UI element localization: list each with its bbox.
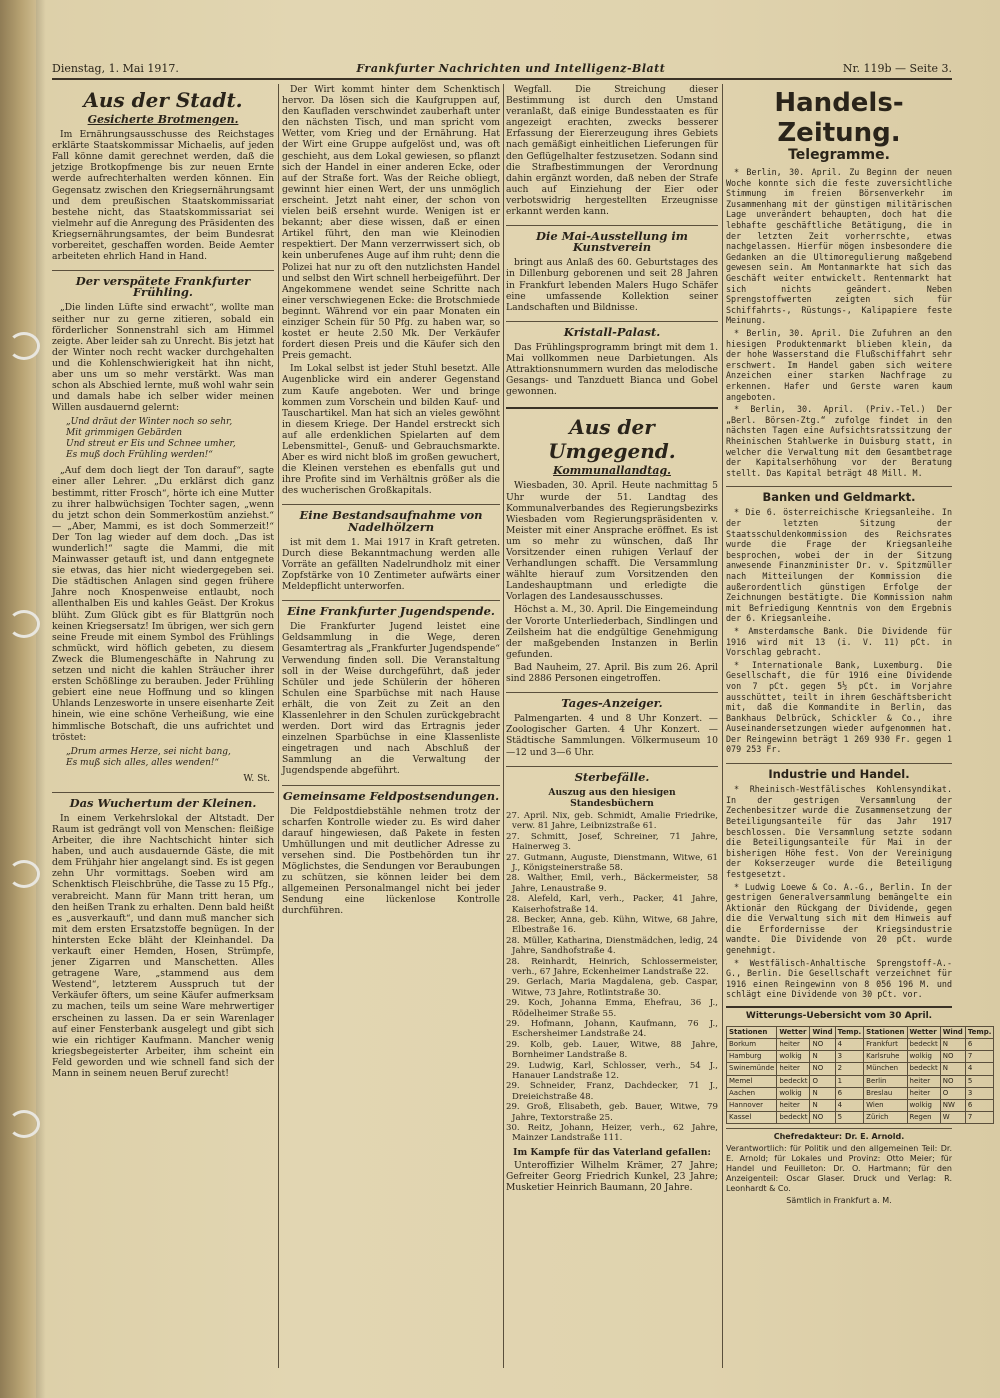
article-paragraph: * Die 6. österreichische Kriegsanleihe. In der letzten Sitzung der Staatsschuldenkommission des Reichsrates wurde die Frage der Kriegsanleihe besprochen, wobei der in der Sitzung anwesende Finanzminister Dr. v. Spitzmüller nach Mitteilungen der Kommission die außerordentlich günstigen Erfolge der Zeichnungen bestätigte. Die Kommission nahm mit Befriedigung Kenntnis von dem Ergebnis der 6. Kriegsanleihe. [726, 507, 952, 624]
weather-cell: Regen [907, 1111, 940, 1123]
weather-cell: Breslau [864, 1087, 907, 1099]
weather-cell: Aachen [727, 1087, 777, 1099]
section-title-business: Handels-Zeitung. [774, 88, 904, 148]
weather-column-header: Wetter [777, 1027, 810, 1039]
weather-row [727, 1099, 994, 1111]
weather-cell: wolkig [907, 1051, 940, 1063]
death-notice: 30. Reitz, Johann, Heizer, verh., 62 Jahre, Mainzer Landstraße 111. [506, 1123, 718, 1144]
article-paragraph: * Westfälisch-Anhaltische Sprengstoff-A.-G., Berlin. Die Gesellschaft verzeichnet für 1916 einen Reingewinn von 8 056 196 M. und schlägt eine Dividende von 30 pCt. vor. [726, 957, 952, 1000]
article-paragraph: Im Lokal selbst ist jeder Stuhl besetzt. Alle Augenblicke wird ein anderer Gegenstand zum Kaufe angeboten. Wer und bringe kommen zum Vorschein und bilden Kauf- und Tauschartikel. Man hat sich an vieles gewöhnt in diesem Kriege. Der Handel erstreckt sich auf alle erdenklichen Spielarten auf dem Lebensmittel-, Genuß- und Gebrauchsmarkte. Aber es wird nicht bloß im großen gewuchert, die Kleinen verstehen es ebenfalls gut und ihre Profite sind im Verhältnis größer als die des wucherischen Großkapitals. [282, 363, 500, 497]
binding-string [8, 860, 40, 888]
weather-column-header: Temp. [835, 1027, 864, 1039]
death-notice: 29. Groß, Elisabeth, geb. Bauer, Witwe, 79 Jahre, Textorstraße 25. [506, 1102, 718, 1123]
article-paragraph: * Berlin, 30. April. Zu Beginn der neuen Woche konnte sich die feste zuversichtliche Stimmung im freien Börsenverkehr im Zusammenhang mit der günstigen militärischen Lage unverändert behaupten, doch hat die lebhafte geschäftliche Betätigung, die in der letzten Zeit vorherrschte, etwas nachgelassen. Hierfür mögen insbesondere die Gedanken an die Ultimoregulierung maßgebend gewesen sein. Am Montanmarkte hat sich das Geschäft weiter entwickelt. Rentenmarkt hat sich nichts geändert. Neben Sprengstoffwerten zeigten sich für Schiffahrts-, Rüstungs-, Kalipapiere feste Meinung. [726, 167, 952, 326]
telegrams-heading: Telegramme. [788, 147, 890, 163]
weather-row [727, 1039, 994, 1051]
weather-table-title: Witterungs-Uebersicht vom 30 April. [726, 1006, 952, 1022]
article-headline: Gesicherte Brotmengen. [87, 113, 239, 126]
article-paragraph: * Ludwig Loewe & Co. A.-G., Berlin. In der gestrigen Generalversammlung bemängelte ein Aktionär den Rückgang der Dividende, gegen die die Verwaltung sich mit dem Hinweis auf die Erfordernisse der Kriegsindustrie wandte. Die Dividende von 20 pCt. wurde genehmigt. [726, 881, 952, 956]
imprint [726, 1128, 952, 1206]
article-paragraph: Palmengarten. 4 und 8 Uhr Konzert. — Zoologischer Garten. 4 Uhr Konzert. — Städtische Sammlungen. Völkermuseum 10—12 und 3—6 Uhr. [506, 713, 718, 758]
death-notice: 29. Ludwig, Karl, Schlosser, verh., 54 J., Hanauer Landstraße 12. [506, 1060, 718, 1082]
weather-row [727, 1063, 994, 1075]
weather-cell: NO [810, 1111, 835, 1123]
column-rule [503, 84, 504, 1368]
page-header [52, 58, 952, 80]
death-notice: 27. Gutmann, Auguste, Dienstmann, Witwe, 61 J., Königsteinerstraße 58. [506, 852, 718, 873]
header-page-number: Nr. 119b — Seite 3. [842, 61, 952, 75]
weather-cell: Karlsruhe [864, 1051, 907, 1063]
weather-cell: heiter [777, 1099, 810, 1111]
weather-column-header: Temp. [965, 1027, 994, 1039]
fold-shadow [36, 0, 46, 1398]
deaths-list [506, 811, 718, 1144]
column-rule [722, 84, 723, 1368]
binding-string [8, 332, 40, 360]
weather-cell: 4 [965, 1063, 994, 1075]
weather-table [726, 1026, 994, 1124]
weather-cell: Kassel [727, 1111, 777, 1123]
weather-cell: 7 [965, 1051, 994, 1063]
article-paragraph: „Die linden Lüfte sind erwacht“, wollte man seither nur zu gerne zitieren, sobald ein förderlicher Sonnenstrahl sich am Himmel zeigte. Aber leider sah zu Unrecht. Bis jetzt hat der Winter noch recht wacker durchgehalten und die Kohlenschwierigkeit hat ihn nicht, aber uns um so mehr verstärkt. Was man schon als Abschied lernte, muß wohl wahr sein und damals habe ich selber wider meinen Willen ausdauernd gelernt: [52, 302, 274, 414]
weather-cell: Swinemünde [727, 1063, 777, 1075]
death-notice: 28. Müller, Katharina, Dienstmädchen, ledig, 24 Jahre, Sandhofstraße 4. [506, 935, 718, 957]
poem-quote: „Und dräut der Winter noch so sehr, Mit grimmigen Gebärden Und streut er Eis und Schnee umher, Es muß doch Frühling werden!“ [66, 417, 236, 461]
author-signature: W. St. [243, 772, 270, 784]
weather-cell: wolkig [777, 1051, 810, 1063]
weather-cell: 2 [835, 1063, 864, 1075]
article-paragraph: Höchst a. M., 30. April. Die Eingemeindung der Vororte Unterliederbach, Sindlingen und Zeilsheim hat die endgültige Genehmigung der maßgebenden Instanzen in Berlin gefunden. [506, 604, 718, 660]
weather-cell: Berlin [864, 1075, 907, 1087]
weather-cell: O [940, 1087, 965, 1099]
article-headline: Eine Frankfurter Jugendspende. [282, 600, 500, 617]
weather-cell: N [810, 1051, 835, 1063]
weather-cell: Hannover [727, 1099, 777, 1111]
binding-string [8, 610, 40, 638]
weather-cell: 6 [965, 1099, 994, 1111]
death-notice: 27. Schmitt, Josef, Schreiner, 71 Jahre, Hainerweg 3. [506, 831, 718, 853]
death-notice: 29. Schneider, Franz, Dachdecker, 71 J., Dreieichstraße 48. [506, 1081, 718, 1102]
weather-cell: 7 [965, 1111, 994, 1123]
weather-cell: 3 [835, 1051, 864, 1063]
article-paragraph: * Amsterdamsche Bank. Die Dividende für 1916 wird mit 13 (i. V. 11) pCt. in Vorschlag gebracht. [726, 625, 952, 658]
weather-cell: heiter [907, 1075, 940, 1087]
article-paragraph: Bad Nauheim, 27. April. Bis zum 26. April sind 2886 Personen eingetroffen. [506, 661, 718, 685]
article-paragraph: Unteroffizier Wilhelm Krämer, 27 Jahre; Gefreiter Georg Friedrich Kunkel, 23 Jahre; Musketier Heinrich Baumann, 20 Jahre. [506, 1159, 718, 1194]
binding-string [8, 1110, 40, 1138]
weather-cell: 4 [835, 1099, 864, 1111]
weather-cell: 6 [835, 1087, 864, 1099]
column-rule [278, 84, 279, 1368]
weather-row [727, 1087, 994, 1099]
weather-cell: N [940, 1039, 965, 1051]
article-paragraph: Die Feldpostdiebstähle nehmen trotz der scharfen Kontrolle wieder zu. Es wird daher darauf hingewiesen, daß Pakete in festen Umhüllungen und mit deutlicher Adresse zu versehen sind. Die Postbehörden tun ihr Möglichstes, die Sendungen vor Beraubungen zu schützen, sie können leider bei dem allgemeinen Personalmangel nicht bei jeder Sendung eine lückenlose Kontrolle durchführen. [282, 805, 500, 917]
weather-cell: 3 [965, 1087, 994, 1099]
article-paragraph: Wiesbaden, 30. April. Heute nachmittag 5 Uhr wurde der 51. Landtag des Kommunalverbandes des Regierungsbezirks Wiesbaden vom Regierungspräsidenten v. Meister mit einer Ansprache eröffnet. Es ist um so mehr zu wünschen, daß Ihr Vorsitzender einen ruhigen Verlauf der Verhandlungen schafft. Die Versammlung wählte hierauf zum Vorsitzenden den Landeshauptmann und erledigte die Vorlagen des Landesausschusses. [506, 480, 718, 603]
weather-cell: NO [940, 1051, 965, 1063]
header-date: Dienstag, 1. Mai 1917. [52, 61, 179, 75]
article-headline: Banken und Geldmarkt. [726, 486, 952, 503]
death-notice: 28. Reinhardt, Heinrich, Schlossermeister, verh., 67 Jahre, Eckenheimer Landstraße 22. [506, 956, 718, 977]
weather-cell: Hamburg [727, 1051, 777, 1063]
weather-cell: N [940, 1063, 965, 1075]
column-1 [52, 84, 274, 1368]
death-notice: 27. April. Nix, geb. Schmidt, Amalie Friedrike, verw. 81 Jahre, Leibnizstraße 61. [506, 810, 718, 832]
article-paragraph: In einem Verkehrslokal der Altstadt. Der Raum ist gedrängt voll von Menschen: fleißige Arbeiter, die ihre Nachtschicht hinter sich haben, und auch ausdauernde Gäste, die mit dem Frühjahr hier angelangt sind. Es ist gegen zehn Uhr vormittags. Soeben wird am Schenktisch Fleischbrühe, die Tasse zu 15 Pfg., verabreicht. Mann für Mann tritt heran, um den heißen Trank zu erhalten. Denn bald heißt es „ausverkauft“, und dann muß mancher sich mit dem ersten Ersatzstoffe begnügen. In der hintersten Ecke bläht der Kleinhandel. Da verkauft einer Hemden, Hosen, Strümpfe, jener Zigarren und Manschetten. Alles getragene Ware, „stammend aus dem Westend“, letzterem Ausspruch tut der Verkäufer öfters, um seine Käufer aufmerksam zu machen, teils um seine Ware mehrwertiger erscheinen zu lassen. Da er sein Warenlager auf einer Fensterbank ausgelegt und gibt sich wie ein richtiger Kaufmann. Mancher wenig kriegsbegeisterter Arbeiter, ihm scheint ein Feld geworden und wie schnell fand sich der Mann in seinem neuen Beruf zurecht! [52, 812, 274, 1080]
weather-cell: wolkig [777, 1087, 810, 1099]
article-headline: Gemeinsame Feldpostsendungen. [282, 785, 500, 802]
weather-cell: bedeckt [907, 1063, 940, 1075]
weather-row [727, 1075, 994, 1087]
article-paragraph: ist mit dem 1. Mai 1917 in Kraft getreten. Durch diese Bekanntmachung werden alle Vorräte an gefällten Nadelrundholz mit einer Zopfstärke von 10 Zentimeter aufwärts einer Meldepflicht unterworfen. [282, 536, 500, 593]
weather-cell: O [810, 1075, 835, 1087]
article-paragraph: Die Frankfurter Jugend leistet eine Geldsammlung in die Wege, deren Gesamtertrag als „Frankfurter Jugendspende“ Verwendung finden soll. Die Veranstaltung soll in der Weise durchgeführt, daß jeder Schüler und jede Schülerin der höheren Schulen eine Sparbüchse mit nach Hause erhält, die von Zeit zu Zeit an den Klassenlehrer in den Schulen zurückgebracht werden. Dort wird das Ertragnis jeder einzelnen Sparbüchse in eine Klassenliste eingetragen und nach Abschluß der Sammlung an die Verwaltung der Jugendspende abgeführt. [282, 621, 500, 777]
death-notice: 28. Becker, Anna, geb. Kühn, Witwe, 68 Jahre, Elbestraße 16. [506, 914, 718, 936]
weather-cell: NO [810, 1063, 835, 1075]
death-notice: 29. Hofmann, Johann, Kaufmann, 76 J., Eschersheimer Landstraße 24. [506, 1019, 718, 1040]
imprint-location: Sämtlich in Frankfurt a. M. [786, 1195, 892, 1205]
weather-cell: bedeckt [777, 1111, 810, 1123]
weather-cell: München [864, 1063, 907, 1075]
weather-cell: N [810, 1099, 835, 1111]
weather-cell: W [940, 1111, 965, 1123]
article-paragraph: „Auf dem doch liegt der Ton darauf“, sagte einer aller Lehrer. „Du erklärst dich ganz bestimmt, ritter Frosch“, hörte ich eine Mutter zu ihrer halbwüchsigen Tochter sagen, „wenn du jetzt schon dein Sommerkostüm anziehst.“ — „Aber, Mammi, es ist doch Sommerzeit!“ Der Ton lag wieder auf dem doch. „Das ist wunderlich!“ sagte die Mammi, die mit Mainwasser getauft ist, und dann entgegnete sie etwas, das hier nicht wiedergegeben sei. Die städtischen Anlagen sind gegen frühere Jahre noch Knospenweise entlaubt, noch allenthalben Eis und kahles Geäst. Der Krokus blüht. Zum Glück gibt es für Blattgrün noch keinen Kriegsersatz! Im übrigen, wer sich gern seine Freude mit einem Symbol des Frühlings schmückt, wird höflich gebeten, zu diesem Zweck die Blumengeschäfte in Nahrung zu setzen und nicht die kahlen Sträucher ihrer ersten Schößlinge zu berauben. Jeder Frühling gebiert eine neue Hoffnung und so klingen Uhlands Lenzesworte in unsere eisenharte Zeit hinein, wie eine schöne Verheißung, wie eine himmlische Botschaft, die uns aufrichtet und tröstet: [52, 465, 274, 743]
deaths-intro: Auszug aus den hiesigen Standesbüchern [548, 786, 676, 809]
article-headline: Eine Bestandsaufnahme von Nadelhölzern [282, 504, 500, 532]
death-notice: 28. Alefeld, Karl, verh., Packer, 41 Jahre, Kaiserhofstraße 14. [506, 894, 718, 915]
weather-column-header: Wind [810, 1027, 835, 1039]
imprint-editor: Chefredakteur: Dr. E. Arnold. [773, 1131, 905, 1141]
weather-column-header: Wind [940, 1027, 965, 1039]
article-headline: Der verspätete Frankfurter Frühling. [52, 270, 274, 298]
weather-cell: Frankfurt [864, 1039, 907, 1051]
weather-table-body [727, 1039, 994, 1124]
article-paragraph: * Berlin, 30. April. (Priv.-Tel.) Der „Berl. Börsen-Ztg.“ zufolge findet in den nächsten Tagen eine Aufsichtsratssitzung der Rheinischen Stahlwerke in Duisburg statt, in welcher die Verwaltung mit dem Gesamtbetrage der Kapitalserhöhung vor der Beratung stellt. Das Kapital beträgt 48 Mill. M. [726, 404, 952, 478]
death-notice: 29. Koch, Johanna Emma, Ehefrau, 36 J., Rödelheimer Straße 55. [506, 998, 718, 1019]
section-title-region: Aus der Umgegend. [506, 407, 718, 463]
weather-cell: heiter [907, 1087, 940, 1099]
fallen-heading: Im Kampfe für das Vaterland gefallen: [513, 1146, 711, 1158]
weather-cell: Zürich [864, 1111, 907, 1123]
weather-cell: Borkum [727, 1039, 777, 1051]
poem-quote: „Drum armes Herze, sei nicht bang, Es muß sich alles, alles wenden!“ [66, 746, 231, 768]
weather-cell: NO [810, 1039, 835, 1051]
weather-cell: NO [940, 1075, 965, 1087]
weather-cell: N [810, 1087, 835, 1099]
article-headline: Industrie und Handel. [726, 763, 952, 780]
article-paragraph: Das Frühlingsprogramm bringt mit dem 1. Mai vollkommen neue Darbietungen. Als Attraktionsnummern wurden das melodische Gesangs- und Tanzduett Bianca und Gobel gewonnen. [506, 341, 718, 398]
weather-cell: 5 [965, 1075, 994, 1087]
article-headline: Sterbefälle. [506, 766, 718, 783]
weather-table-header [727, 1027, 994, 1039]
weather-column-header: Wetter [907, 1027, 940, 1039]
binding-spine [0, 0, 36, 1398]
section-title-city: Aus der Stadt. [83, 88, 243, 112]
article-paragraph: * Rheinisch-Westfälisches Kohlensyndikat. In der gestrigen Versammlung der Zechenbesitzer wurde die Zusammensetzung der Beteiligungsanteile für das Jahr 1917 beschlossen. Die Versammlung setzte sodann die Beteiligungsanteile für Mai in der bisherigen Höhe fest. Von der Vereinigung der Kokserzeuger wurde die Beteiligung festgesetzt. [726, 784, 952, 879]
weather-cell: bedeckt [907, 1039, 940, 1051]
article-paragraph: bringt aus Anlaß des 60. Geburtstages des in Dillenburg geborenen und seit 28 Jahren in Frankfurt lebenden Malers Hugo Schäfer eine umfassende Kollektion seiner Landschaften und Bildnisse. [506, 257, 718, 313]
weather-cell: heiter [777, 1063, 810, 1075]
weather-cell: wolkig [907, 1099, 940, 1111]
article-headline: Das Wuchertum der Kleinen. [52, 792, 274, 809]
imprint-responsible: Verantwortlich: für Politik und den allgemeinen Teil: Dr. E. Arnold; für Lokales und Provinz: Otto Meier; für Handel und Feuilleton: Dr. O. Hartmann; für den Anzeigenteil: Oscar Glaser. Druck und Verlag: R. Leonhardt & Co. [726, 1143, 952, 1193]
weather-cell: 6 [965, 1039, 994, 1051]
death-notice: 29. Gerlach, Maria Magdalena, geb. Caspar, Witwe, 73 Jahre, Rotlintstraße 30. [506, 977, 718, 998]
article-headline: Die Mai-Ausstellung im Kunstverein [506, 225, 718, 253]
weather-column-header: Stationen [727, 1027, 777, 1039]
weather-column-header: Stationen [864, 1027, 907, 1039]
weather-cell: 4 [835, 1039, 864, 1051]
weather-row [727, 1051, 994, 1063]
article-paragraph: Der Wirt kommt hinter dem Schenktisch hervor. Da lösen sich die Kaufgruppen auf, den Kaufladen verschwindet zauberhaft unter den nächsten Tisch, und man spricht vom Wetter, vom Krieg und der Ernährung. Hat der Wirt eine Gruppe aufgelöst und, was oft geschieht, aus dem Lokal gewiesen, so pflanzt sich der Handel in einer anderen Ecke, oder auf der Straße fort. Was der Reiche obliegt, gewinnt hier einen Wert, der uns unmöglich erscheint. Jetzt naht einer, der schon von vielen beiß ersehnt wurde. Wenigen ist er bekannt; aber diese wissen, daß er einen Artikel führt, den man wie Kleinodien respektiert. Der Mann verzerrwissert sich, ob kein unberufenes Auge auf ihm ruht; denn die Polizei hat nur zu oft den nutzlichsten Handel und selbst den Wirt schnell herbeigeführt. Der Angekommene wendet seine Schritte nach einer verschwiegenen Ecke: die Brotschmiede beginnt. Während vor ein paar Monaten ein einziger Schein für 50 Pfg. zu haben war, so kostet er heute 2.50 Mk. Der Verkäufer fordert diesen Preis und die Käufer sich den Preis gemacht. [282, 84, 500, 362]
column-3 [506, 84, 718, 1368]
death-notice: 28. Walther, Emil, verh., Bäckermeister, 58 Jahre, Lenaustraße 9. [506, 873, 718, 894]
column-4 [726, 84, 992, 1368]
article-paragraph: * Internationale Bank, Luxemburg. Die Gesellschaft, die für 1916 eine Dividende von 7 pCt. gegen 5½ pCt. im Vorjahre ausschüttet, teilt in ihrem Geschäftsbericht mit, daß die Kommandite in Berlin, das Bankhaus Delbrück, Schickler & Co., ihre Auseinandersetzungen wieder aufgenommen hat. Der Reingewinn beträgt 1 269 930 Fr. gegen 1 079 253 Fr. [726, 659, 952, 755]
article-headline: Kommunallandtag. [553, 464, 671, 478]
death-notice: 29. Kolb, geb. Lauer, Witwe, 88 Jahre, Bornheimer Landstraße 8. [506, 1039, 718, 1061]
weather-cell: 1 [835, 1075, 864, 1087]
weather-cell: Memel [727, 1075, 777, 1087]
article-paragraph: Wegfall. Die Streichung dieser Bestimmung ist durch den Umstand veranlaßt, daß einige Bundesstaaten es für angezeigt erachten, zwecks besserer Erfassung der Eiererzeugung ihres Gebiets nach gemäßigt einheitlichen Lieferungen für den Geflügelhalter festzusetzen. Sodann sind die Strafbestimmungen der Verordnung dahin ergänzt worden, daß neben der Strafe auch auf Einziehung der Eier oder verbotswidrig hergestellten Erzeugnisse erkannt werden kann. [506, 84, 718, 218]
article-paragraph: Im Ernährungsausschusse des Reichstages erklärte Staatskommissar Michaelis, auf jeden Fall könne damit gerechnet werden, daß die jetzige Brotkopfmenge bis zur neuen Ernte werde aufrechterhalten werden können. Ein Gegensatz zwischen den Kriegsernährungsamt und dem preußischen Staatskommissariat bestehe nicht, das Staatskommissariat sei vielmehr auf die Anregung des Präsidenten des Kriegsernährungsamtes, der beim Bundesrat vorbereitet, geschaffen worden. Beide Aemter arbeiteten ehrlich Hand in Hand. [52, 129, 274, 263]
weather-cell: Wien [864, 1099, 907, 1111]
weather-row [727, 1111, 994, 1123]
weather-cell: heiter [777, 1039, 810, 1051]
article-headline: Tages-Anzeiger. [506, 692, 718, 709]
article-headline: Kristall-Palast. [506, 321, 718, 338]
weather-cell: 5 [835, 1111, 864, 1123]
weather-cell: bedeckt [777, 1075, 810, 1087]
column-2 [282, 84, 500, 1368]
header-title: Frankfurter Nachrichten und Intelligenz-Blatt [356, 61, 666, 75]
article-paragraph: * Berlin, 30. April. Die Zufuhren an den hiesigen Produktenmarkt blieben klein, da der hohe Wasserstand die Flußschiffahrt sehr erschwert. Im Handel gaben sich weitere Anzeichen einer starken Nachfrage zu erkennen. Hafer und Gerste waren kaum angeboten. [726, 328, 952, 402]
weather-cell: NW [940, 1099, 965, 1111]
